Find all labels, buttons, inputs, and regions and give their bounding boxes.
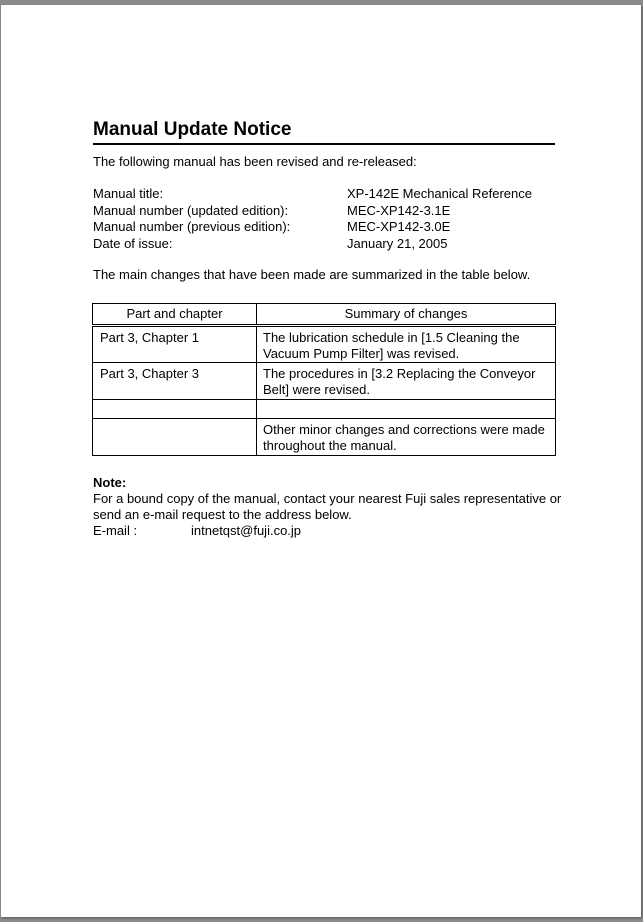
summary-intro-text: The main changes that have been made are summarized in the table below. [93,267,531,282]
info-value: January 21, 2005 [347,235,448,251]
cell-summary: The procedures in [3.2 Replacing the Conveyor Belt] were revised. [257,363,556,400]
cell-part: Part 3, Chapter 1 [93,326,257,363]
table-row [93,419,556,456]
info-row-title [93,186,532,203]
column-header-part: Part and chapter [93,304,257,326]
note-title: Note: [93,475,127,490]
table-row [93,326,556,363]
manual-info [93,186,532,252]
info-label: Manual number (previous edition): [93,219,291,234]
page-title: Manual Update Notice [93,118,555,145]
cell-part [93,419,257,456]
cell-summary: The lubrication schedule in [1.5 Cleaning the Vacuum Pump Filter] was revised. [257,326,556,363]
intro-text: The following manual has been revised and re-released: [93,154,417,169]
info-label: Manual title: [93,186,164,201]
document-page [1,5,641,917]
cell-summary [257,400,556,419]
info-label: Date of issue: [93,235,173,251]
info-value: MEC-XP142-3.1E [347,202,451,218]
cell-part: Part 3, Chapter 3 [93,363,257,400]
note-section [93,475,563,539]
table-row [93,363,556,400]
email-label: E-mail : [93,523,138,538]
cell-part [93,400,257,419]
info-value: MEC-XP142-3.0E [347,219,451,234]
info-row-previous-number [93,219,532,236]
info-row-date [93,236,532,253]
email-row [93,523,563,539]
info-row-updated-number [93,203,532,220]
email-address: intnetqst@fuji.co.jp [191,523,302,538]
changes-table [92,303,556,456]
info-label: Manual number (updated edition): [93,202,289,218]
table-header-row [93,304,556,326]
note-text: For a bound copy of the manual, contact your nearest Fuji sales representative or send an e-mail request to the address below. [93,491,562,522]
table-row [93,400,556,419]
info-value: XP-142E Mechanical Reference [347,186,532,201]
column-header-summary: Summary of changes [257,304,556,326]
cell-summary: Other minor changes and corrections were made throughout the manual. [257,419,556,456]
